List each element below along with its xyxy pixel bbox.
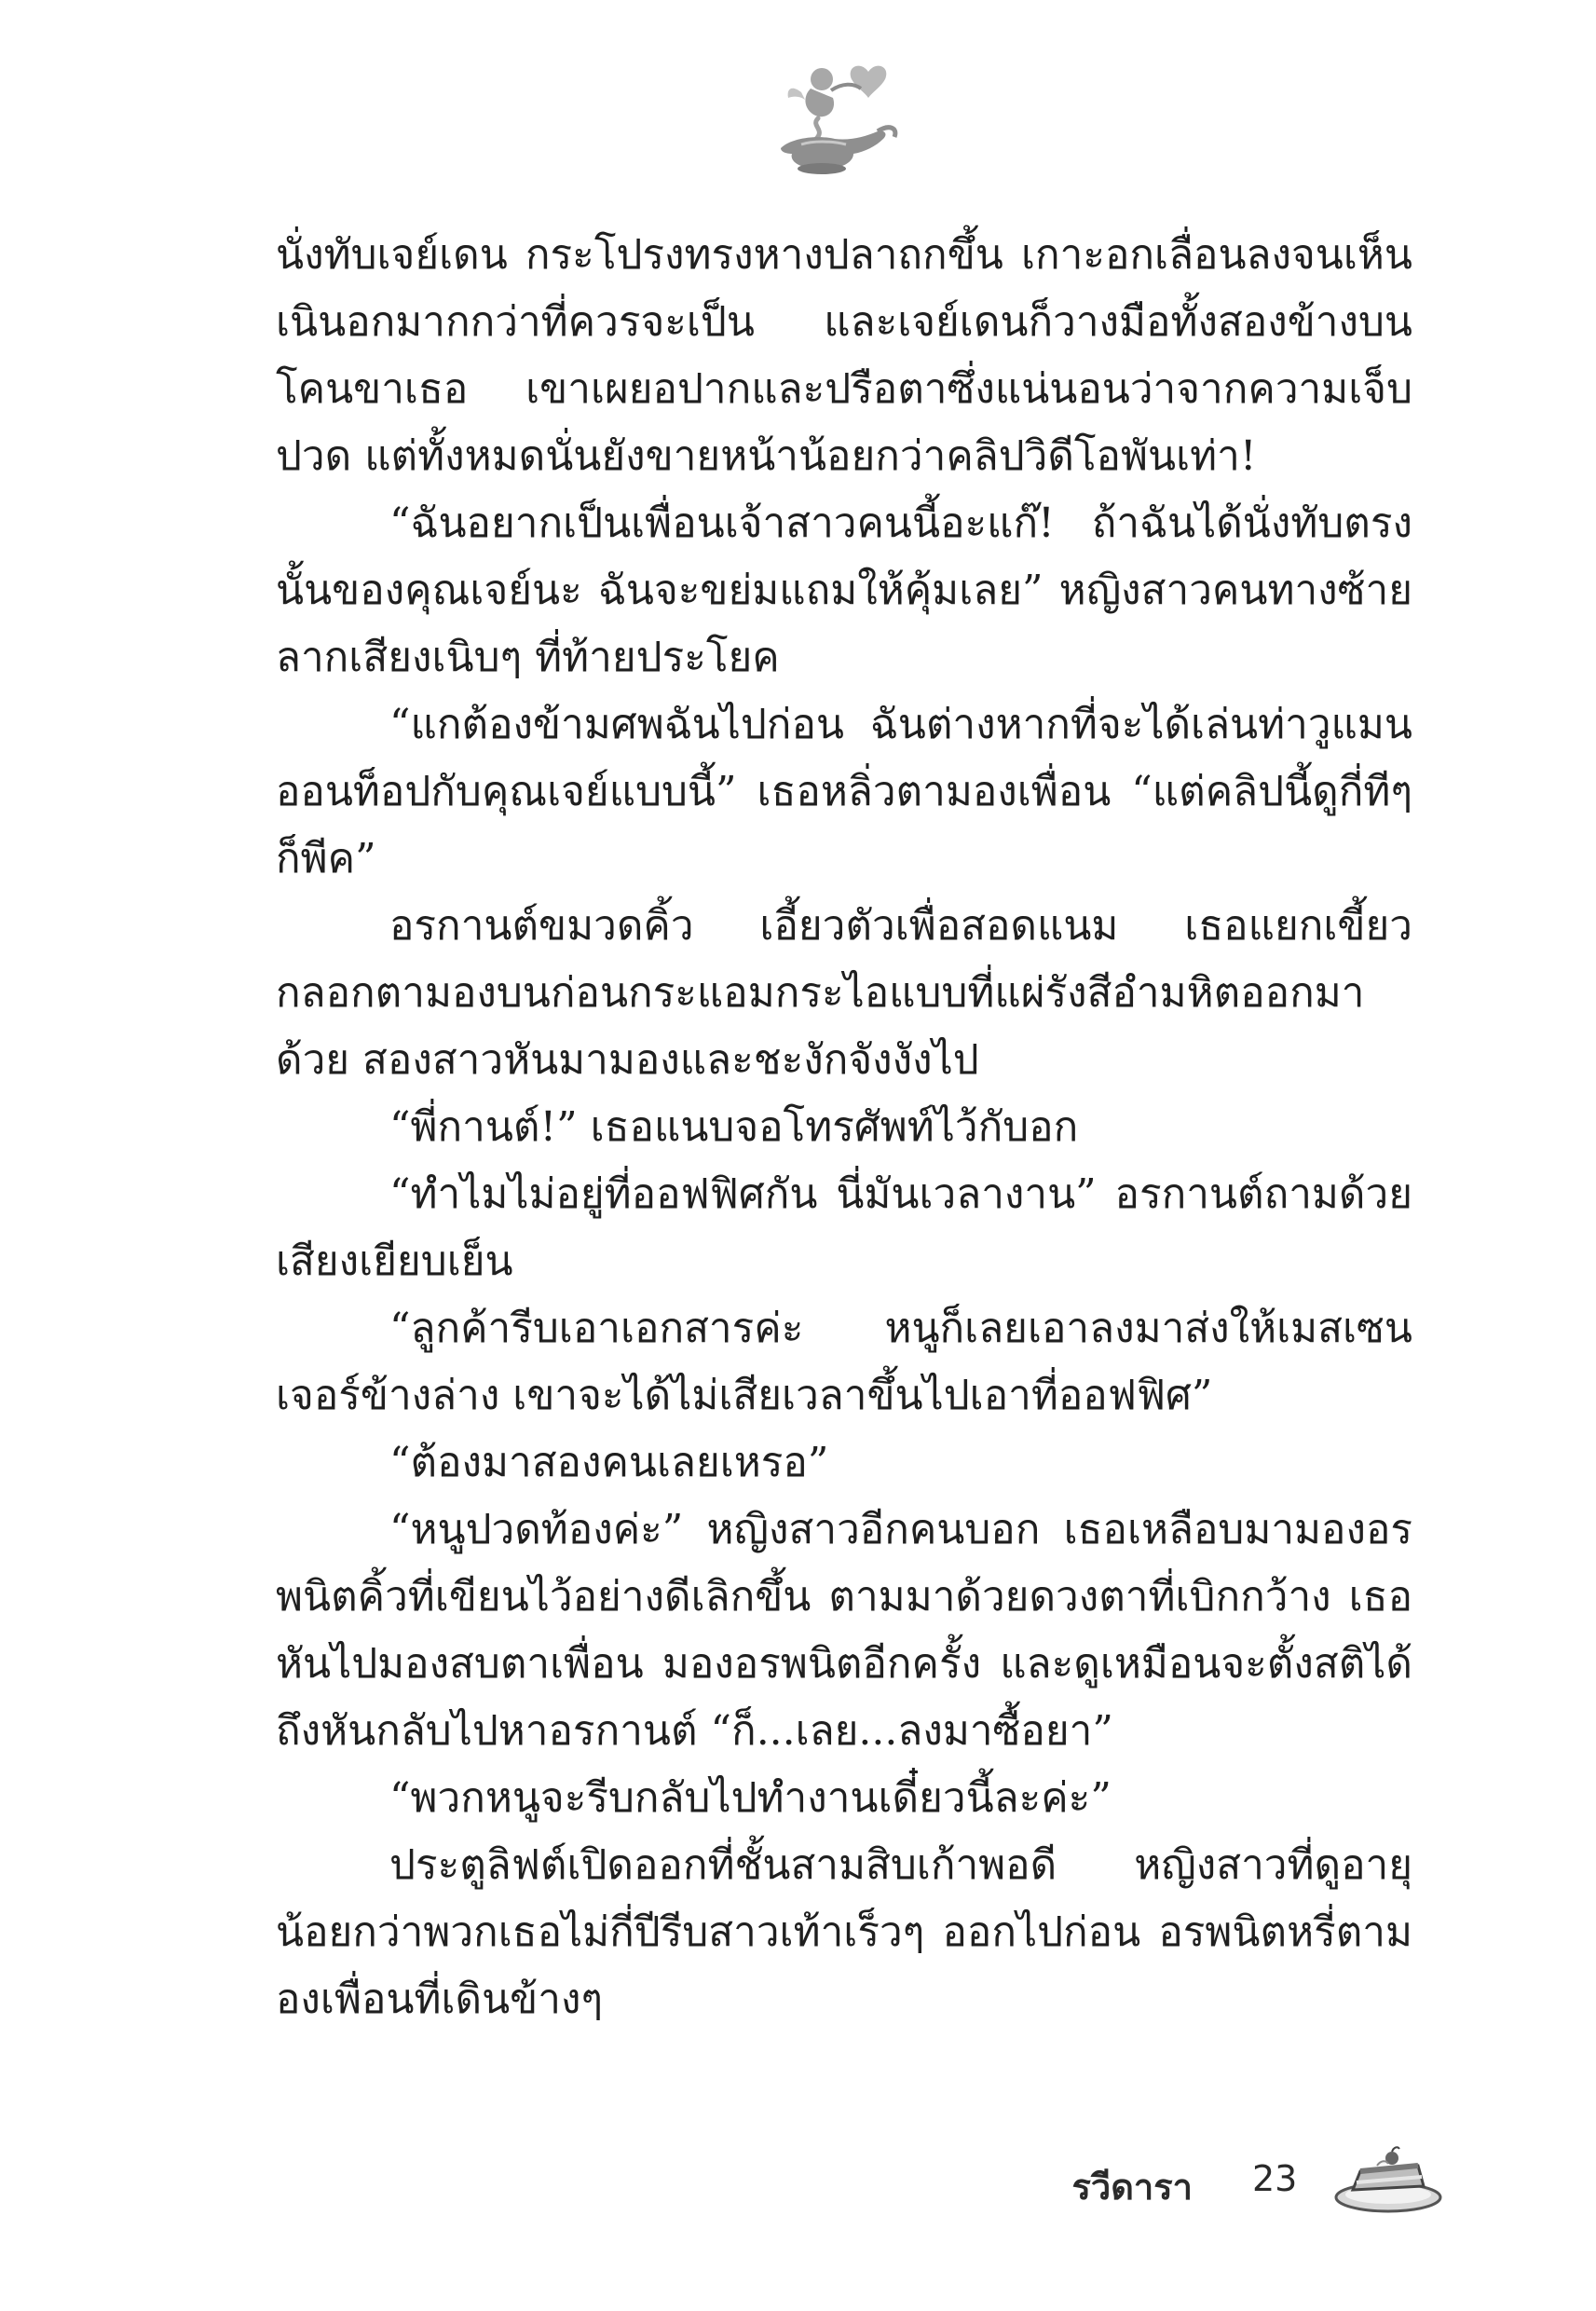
body-text	[276, 222, 1412, 2033]
paragraph-7: “ลูกค้ารีบเอาเอกสารค่ะ หนูก็เลยเอาลงมาส่งให้เมสเซนเจอร์ข้างล่าง เขาจะได้ไม่เสียเวลาขึ้นไปเอาที่ออฟฟิศ”	[276, 1305, 1412, 1419]
paragraph-10: “พวกหนูจะรีบกลับไปทำงานเดี๋ยวนี้ละค่ะ”	[389, 1774, 1112, 1822]
book-title: รวีดารา	[1071, 2167, 1193, 2208]
paragraph-8: “ต้องมาสองคนเลยเหรอ”	[389, 1439, 829, 1486]
cake-slice-icon	[1332, 2143, 1444, 2214]
paragraph-3: “แกต้องข้ามศพฉันไปก่อน ฉันต่างหากที่จะได้เล่นท่าวูแมนออนท็อปกับคุณเจย์แบบนี้” เธอหลิ่วตามองเพื่อน “แต่คลิปนี้ดูกี่ทีๆ ก็พีค”	[276, 701, 1412, 882]
page-footer	[1071, 2134, 1463, 2227]
paragraph-2: “ฉันอยากเป็นเพื่อนเจ้าสาวคนนี้อะแก๊! ถ้าฉันได้นั่งทับตรงนั้นของคุณเจย์นะ ฉันจะขย่มแถมให้คุ้มเลย” หญิงสาวคนทางซ้ายลากเสียงเนิบๆ ที่ท้ายประโยค	[276, 499, 1412, 681]
paragraph-11: ประตูลิฟต์เปิดออกที่ชั้นสามสิบเก้าพอดี หญิงสาวที่ดูอายุน้อยกว่าพวกเธอไม่กี่ปีรีบสาวเท้าเร็วๆ ออกไปก่อน อรพนิตหรี่ตามองเพื่อนที่เดินข้างๆ	[276, 1841, 1412, 2023]
paragraph-4: อรกานต์ขมวดคิ้ว เอี้ยวตัวเพื่อสอดแนม เธอแยกเขี้ยว กลอกตามองบนก่อนกระแอมกระไอแบบที่แผ่รังสีอำมหิตออกมาด้วย สองสาวหันมามองและชะงักจังงังไป	[276, 902, 1412, 1084]
genie-lamp-cupid-icon	[764, 51, 904, 182]
paragraph-5: “พี่กานต์!” เธอแนบจอโทรศัพท์ไว้กับอก	[389, 1103, 1079, 1151]
paragraph-6: “ทำไมไม่อยู่ที่ออฟฟิศกัน นี่มันเวลางาน” อรกานต์ถามด้วยเสียงเยียบเย็น	[276, 1170, 1412, 1285]
paragraph-1: นั่งทับเจย์เดน กระโปรงทรงหางปลาถกขึ้น เกาะอกเลื่อนลงจนเห็นเนินอกมากกว่าที่ควรจะเป็น และเจย์เดนก็วางมือทั้งสองข้างบนโคนขาเธอ เขาเผยอปากและปรือตาซึ่งแน่นอนว่าจากความเจ็บปวด แต่ทั้งหมดนั่นยังขายหน้าน้อยกว่าคลิปวิดีโอพันเท่า!	[276, 231, 1412, 480]
paragraph-9: “หนูปวดท้องค่ะ” หญิงสาวอีกคนบอก เธอเหลือบมามองอรพนิตคิ้วที่เขียนไว้อย่างดีเลิกขึ้น ตามมาด้วยดวงตาที่เบิกกว้าง เธอหันไปมองสบตาเพื่อน มองอรพนิตอีกครั้ง และดูเหมือนจะตั้งสติได้ถึงหันกลับไปหาอรกานต์ “ก็...เลย...ลงมาซื้อยา”	[276, 1506, 1412, 1755]
page-number: 23	[1252, 2158, 1298, 2199]
